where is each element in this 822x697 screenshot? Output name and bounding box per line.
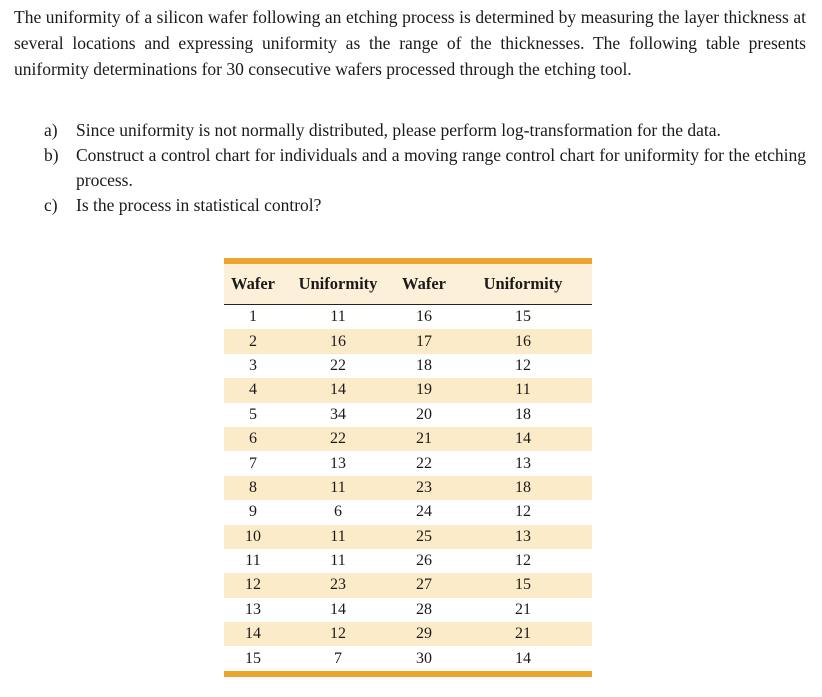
cell-uniformity: 15 <box>454 573 592 597</box>
cell-wafer: 15 <box>245 649 261 667</box>
cell-wafer: 10 <box>224 525 282 549</box>
cell-uniformity: 7 <box>334 649 342 667</box>
cell-uniformity: 11 <box>330 552 346 570</box>
header-wafer-2: Wafer <box>394 264 454 305</box>
table-row <box>224 622 592 646</box>
cell-uniformity: 13 <box>515 454 531 472</box>
cell-wafer: 19 <box>394 378 454 402</box>
cell-uniformity: 14 <box>282 378 394 402</box>
cell-uniformity: 11 <box>330 308 346 326</box>
table-row <box>224 451 592 475</box>
cell-wafer: 9 <box>249 503 257 521</box>
cell-uniformity: 15 <box>515 308 531 326</box>
table-row <box>224 476 592 500</box>
cell-uniformity: 23 <box>282 573 394 597</box>
cell-uniformity: 18 <box>515 405 531 423</box>
cell-uniformity: 16 <box>454 329 592 353</box>
cell-wafer: 24 <box>416 503 432 521</box>
cell-wafer: 30 <box>416 649 432 667</box>
cell-wafer: 26 <box>416 552 432 570</box>
cell-wafer: 5 <box>249 405 257 423</box>
question-label: b) <box>44 145 59 165</box>
cell-wafer: 1 <box>249 308 257 326</box>
cell-wafer: 25 <box>394 525 454 549</box>
cell-wafer: 17 <box>394 329 454 353</box>
cell-uniformity: 13 <box>330 454 346 472</box>
cell-wafer: 22 <box>416 454 432 472</box>
cell-wafer: 2 <box>224 329 282 353</box>
cell-wafer: 16 <box>416 308 432 326</box>
cell-uniformity: 11 <box>282 525 394 549</box>
header-wafer-1: Wafer <box>224 264 282 305</box>
table-row <box>224 598 592 622</box>
cell-wafer: 8 <box>224 476 282 500</box>
question-text: Construct a control chart for individuals and a moving range control chart for uniformity for the etching process. <box>76 145 806 190</box>
table-body <box>224 305 592 671</box>
header-uniformity-2: Uniformity <box>454 264 592 305</box>
table-row <box>224 305 592 330</box>
cell-wafer: 11 <box>245 552 261 570</box>
cell-uniformity: 16 <box>282 329 394 353</box>
cell-uniformity: 12 <box>515 503 531 521</box>
cell-uniformity: 11 <box>454 378 592 402</box>
cell-uniformity: 22 <box>282 427 394 451</box>
cell-uniformity: 21 <box>454 622 592 646</box>
cell-wafer: 21 <box>394 427 454 451</box>
table-row <box>224 500 592 524</box>
question-text: Since uniformity is not normally distributed, please perform log-transformation for the data. <box>76 120 721 140</box>
cell-uniformity: 34 <box>330 405 346 423</box>
cell-wafer: 29 <box>394 622 454 646</box>
problem-statement: The uniformity of a silicon wafer following an etching process is determined by measuring the layer thickness at several locations and expressing uniformity as the range of the thicknesses. The following table presents uniformity determinations for 30 consecutive wafers processed through the etching tool. <box>14 7 806 79</box>
table-row <box>224 378 592 402</box>
cell-uniformity: 14 <box>454 427 592 451</box>
cell-uniformity: 21 <box>515 600 531 618</box>
question-label: a) <box>44 120 58 140</box>
cell-wafer: 27 <box>394 573 454 597</box>
cell-wafer: 3 <box>249 356 257 374</box>
cell-wafer: 20 <box>416 405 432 423</box>
table-row <box>224 403 592 427</box>
table-bottom-rule <box>224 671 592 677</box>
cell-wafer: 28 <box>416 600 432 618</box>
cell-wafer: 13 <box>245 600 261 618</box>
table-header-row <box>224 264 592 305</box>
cell-wafer: 14 <box>224 622 282 646</box>
cell-wafer: 12 <box>224 573 282 597</box>
cell-uniformity: 6 <box>334 503 342 521</box>
question-b <box>44 143 806 193</box>
table-row <box>224 427 592 451</box>
cell-uniformity: 14 <box>330 600 346 618</box>
header-uniformity-1: Uniformity <box>282 264 394 305</box>
cell-uniformity: 14 <box>515 649 531 667</box>
cell-uniformity: 22 <box>330 356 346 374</box>
cell-wafer: 7 <box>249 454 257 472</box>
cell-uniformity: 13 <box>454 525 592 549</box>
cell-uniformity: 11 <box>282 476 394 500</box>
cell-uniformity: 12 <box>515 356 531 374</box>
question-a <box>44 118 806 143</box>
cell-uniformity: 12 <box>282 622 394 646</box>
cell-wafer: 4 <box>224 378 282 402</box>
uniformity-table <box>224 258 592 677</box>
table-row <box>224 646 592 670</box>
cell-wafer: 18 <box>416 356 432 374</box>
question-list <box>44 118 806 218</box>
question-label: c) <box>44 195 58 215</box>
table-row <box>224 573 592 597</box>
question-text: Is the process in statistical control? <box>76 195 322 215</box>
table-row <box>224 354 592 378</box>
cell-uniformity: 12 <box>515 552 531 570</box>
cell-wafer: 23 <box>394 476 454 500</box>
table-row <box>224 525 592 549</box>
table-row <box>224 549 592 573</box>
question-c <box>44 193 806 218</box>
cell-wafer: 6 <box>224 427 282 451</box>
cell-uniformity: 18 <box>454 476 592 500</box>
table-row <box>224 329 592 353</box>
